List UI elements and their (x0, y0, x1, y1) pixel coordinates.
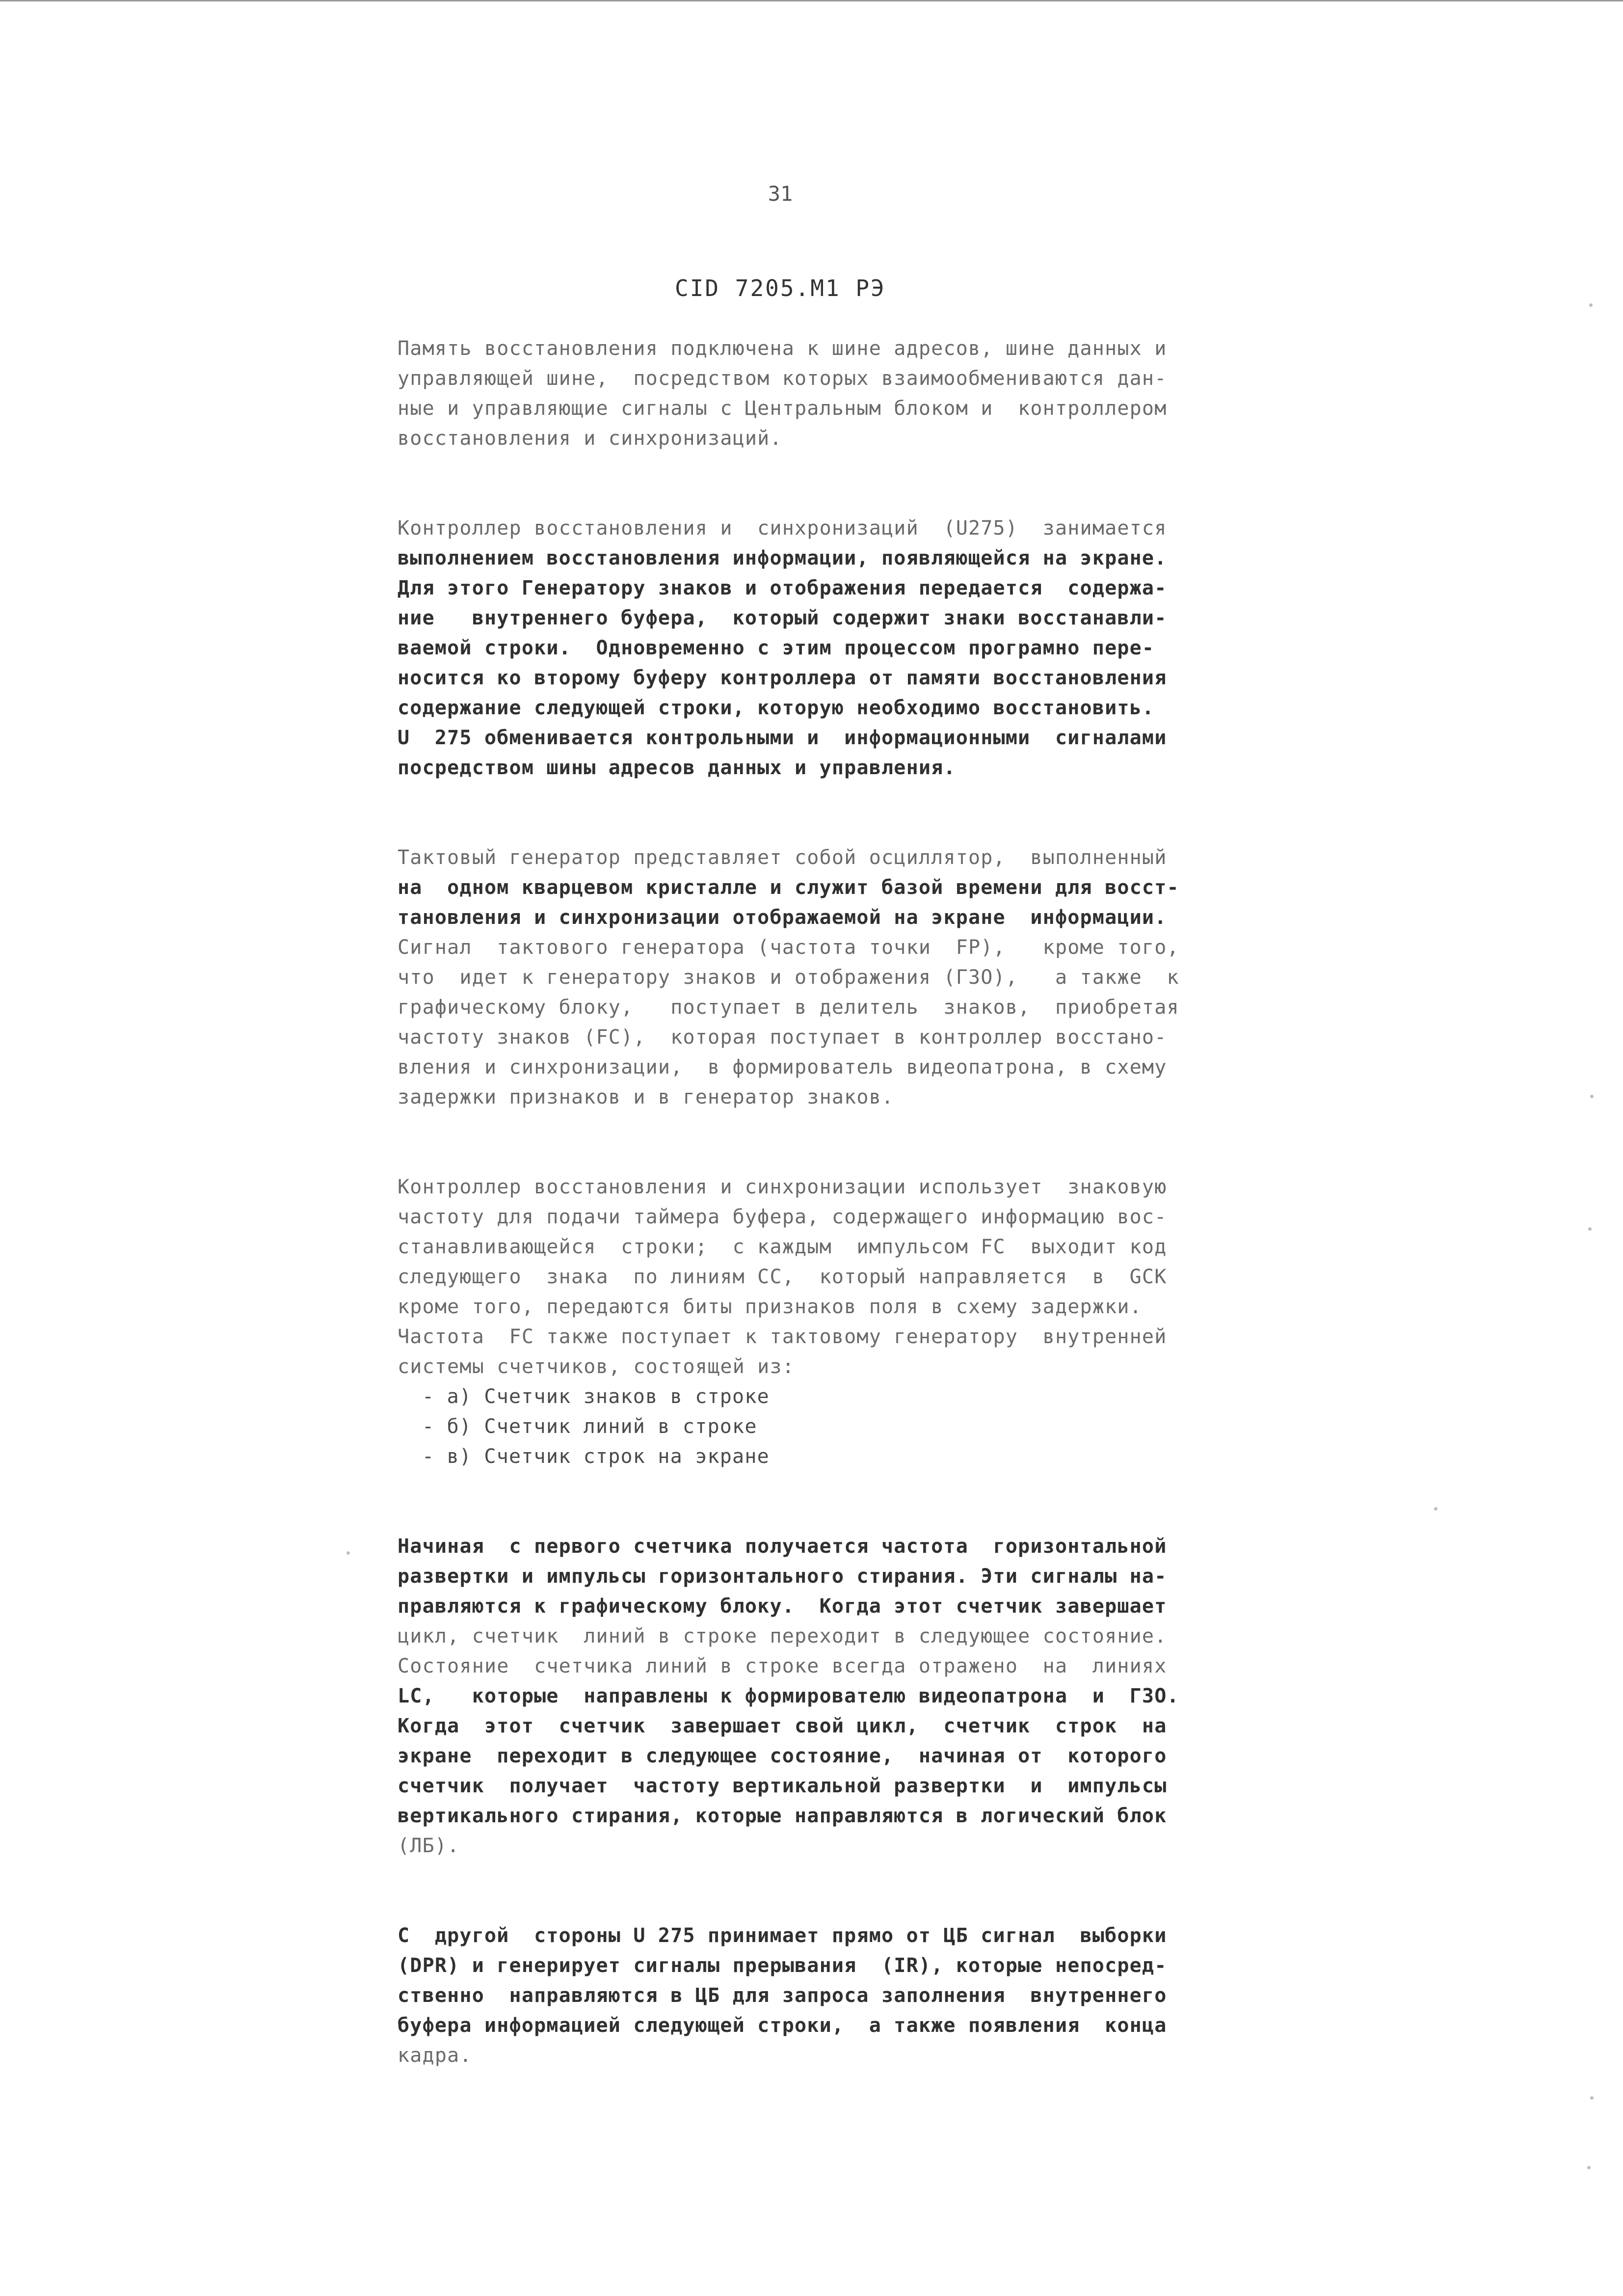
text-line: Память восстановления подключена к шине адресов, шине данных и (398, 337, 1167, 360)
text-line: Для этого Генератору знаков и отображения передается содержа- (398, 577, 1167, 599)
text-line: кроме того, передаются биты признаков поля в схему задержки. (398, 1296, 1142, 1318)
document-code: CID 7205.M1 РЭ (675, 275, 886, 301)
paragraph-1 (398, 334, 1310, 454)
text-line: кадра. (398, 2044, 472, 2067)
text-line: Частота FC также поступает к тактовому генератору внутренней (398, 1325, 1167, 1348)
text-line: развертки и импульсы горизонтального стирания. Эти сигналы на- (398, 1565, 1167, 1588)
page-top-edge (0, 0, 1623, 1)
text-line: частоту для подачи таймера буфера, содержащего информацию вос- (398, 1206, 1167, 1228)
scan-speck (1589, 303, 1593, 307)
text-line: системы счетчиков, состоящей из: (398, 1355, 795, 1378)
text-line: графическому блоку, поступает в делитель знаков, приобретая (398, 996, 1179, 1019)
text-line: цикл, счетчик линий в строке переходит в следующее состояние. (398, 1625, 1167, 1648)
text-line: счетчик получает частоту вертикальной развертки и импульсы (398, 1775, 1167, 1797)
text-line: Когда этот счетчик завершает свой цикл, счетчик строк на (398, 1715, 1167, 1737)
scan-speck (346, 1551, 350, 1555)
scan-speck (1590, 1095, 1594, 1098)
text-line: посредством шины адресов данных и управления. (398, 756, 956, 779)
text-line: U 275 обменивается контрольными и информационными сигналами (398, 727, 1167, 749)
paragraph-4 (398, 1172, 1310, 1472)
text-line: экране переходит в следующее состояние, начиная от которого (398, 1745, 1167, 1767)
text-line: Тактовый генератор представляет собой осциллятор, выполненный (398, 846, 1167, 869)
text-line: восстановления и синхронизаций. (398, 427, 782, 450)
text-line: Сигнал тактового генератора (частота точки FP), кроме того, (398, 936, 1179, 959)
text-line: управляющей шине, посредством которых взаимообмениваются дан- (398, 367, 1167, 390)
text-line: ные и управляющие сигналы с Центральным блоком и контроллером (398, 397, 1167, 420)
text-line: выполнением восстановления информации, появляющейся на экране. (398, 547, 1167, 569)
text-line: Состояние счетчика линий в строке всегда отражено на линиях (398, 1655, 1167, 1677)
text-line: вертикального стирания, которые направляются в логический блок (398, 1805, 1167, 1827)
list-item: - в) Счетчик строк на экране (422, 1445, 770, 1468)
text-line: частоту знаков (FC), которая поступает в контроллер восстано- (398, 1026, 1167, 1049)
list-item: - а) Счетчик знаков в строке (422, 1385, 770, 1408)
text-line: вления и синхронизации, в формирователь видеопатрона, в схему (398, 1056, 1167, 1079)
text-line: правляются к графическому блоку. Когда этот счетчик завершает (398, 1595, 1167, 1618)
scan-speck (1434, 1507, 1437, 1511)
page-number: 31 (768, 182, 793, 206)
text-line: содержание следующей строки, которую необходимо восстановить. (398, 697, 1155, 719)
text-line: Начиная с первого счетчика получается частота горизонтальной (398, 1535, 1167, 1558)
list-item: - б) Счетчик линий в строке (422, 1415, 757, 1438)
text-line: что идет к генератору знаков и отображения (ГЗО), а также к (398, 966, 1179, 989)
text-line: (ЛБ). (398, 1835, 460, 1857)
text-line: на одном кварцевом кристалле и служит базой времени для восст- (398, 876, 1179, 899)
text-line: Контроллер восстановления и синхронизаций (U275) занимается (398, 517, 1167, 540)
paragraph-3 (398, 843, 1310, 1112)
scan-speck (1590, 2096, 1594, 2100)
text-line: Контроллер восстановления и синхронизации использует знаковую (398, 1176, 1167, 1198)
document-body (398, 334, 1310, 2131)
paragraph-6 (398, 1921, 1310, 2071)
text-line: задержки признаков и в генератор знаков. (398, 1086, 894, 1108)
text-line: буфера информацией следующей строки, а также появления конца (398, 2014, 1167, 2037)
text-line: следующего знака по линиям CC, который направляется в GCK (398, 1266, 1167, 1288)
text-line: С другой стороны U 275 принимает прямо от ЦБ сигнал выборки (398, 1924, 1167, 1947)
scan-speck (1587, 2166, 1591, 2169)
paragraph-5 (398, 1532, 1310, 1861)
text-line: носится ко второму буферу контроллера от памяти восстановления (398, 667, 1167, 689)
text-line: ваемой строки. Одновременно с этим процессом програмно пере- (398, 637, 1155, 659)
scan-speck (1588, 1227, 1592, 1231)
text-line: тановления и синхронизации отображаемой на экране информации. (398, 906, 1167, 929)
text-line: ние внутреннего буфера, который содержит знаки восстанавли- (398, 607, 1167, 629)
text-line: (DPR) и генерирует сигналы прерывания (IR), которые непосред- (398, 1954, 1167, 1977)
text-line: LC, которые направлены к формирователю видеопатрона и ГЗО. (398, 1685, 1179, 1707)
text-line: ственно направляются в ЦБ для запроса заполнения внутреннего (398, 1984, 1167, 2007)
text-line: станавливающейся строки; с каждым импульсом FC выходит код (398, 1236, 1167, 1258)
paragraph-2 (398, 513, 1310, 783)
